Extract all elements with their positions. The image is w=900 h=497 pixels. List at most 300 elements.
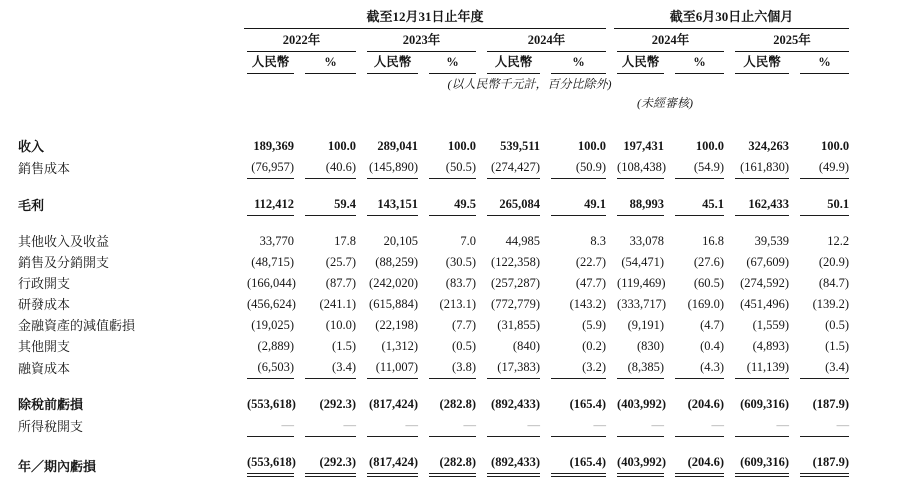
value-cell: [664, 179, 724, 216]
value-cell: [724, 273, 789, 294]
spacer-cell: [724, 93, 849, 112]
value-cell: [476, 357, 540, 379]
value-cell: [664, 294, 724, 315]
year-2024-interim-label: 2024年: [617, 33, 724, 52]
group-annual-title: 截至12月31日止年度: [244, 8, 606, 29]
value-text: (40.6): [325, 160, 356, 174]
table-row: [14, 315, 849, 336]
value-cell: [540, 157, 606, 179]
value-cell: [294, 157, 356, 179]
value-text: (22.7): [575, 255, 607, 269]
value-text: (4,893): [752, 339, 790, 353]
value-cell: [724, 415, 789, 437]
value-cell: [540, 336, 606, 357]
value-cell: [418, 252, 476, 273]
value-text: (840): [512, 339, 540, 353]
value-text: (6,503): [257, 360, 294, 374]
value-text: (165.4): [569, 455, 607, 469]
value-text: (830): [636, 339, 665, 353]
value-text: (17,383): [497, 360, 540, 374]
value-text: —: [836, 418, 850, 432]
value-text: (204.6): [687, 397, 725, 411]
value-text: (3.4): [825, 360, 850, 374]
value-text: (3.8): [452, 360, 476, 374]
value-cell: [356, 336, 418, 357]
row-label: 收入: [18, 139, 45, 154]
value-cell: [606, 179, 664, 216]
value-text: (242,020): [369, 276, 418, 290]
value-cell: [789, 294, 849, 315]
value-cell: [789, 252, 849, 273]
percent-header: [540, 52, 606, 74]
value-cell: [664, 437, 724, 477]
value-text: (47.7): [575, 276, 607, 290]
value-cell: [606, 336, 664, 357]
table-row: [14, 294, 849, 315]
value-text: (27.6): [693, 255, 725, 269]
value-text: (7.7): [452, 318, 476, 332]
value-text: 8.3: [590, 234, 607, 248]
value-cell: [356, 112, 418, 157]
value-cell: [294, 357, 356, 379]
value-cell: [789, 273, 849, 294]
value-text: (10.0): [325, 318, 356, 332]
value-cell: [724, 216, 789, 252]
value-text: (161,830): [740, 160, 790, 174]
value-text: 112,412: [254, 197, 294, 211]
value-text: (292.3): [319, 455, 356, 469]
value-cell: [476, 336, 540, 357]
value-cell: [356, 415, 418, 437]
value-cell: [789, 379, 849, 415]
currency-label: 人民幣: [367, 55, 418, 74]
value-cell: [606, 216, 664, 252]
value-text: (274,427): [491, 160, 540, 174]
row-label: 所得稅開支: [18, 419, 84, 434]
value-cell: [540, 179, 606, 216]
row-label: 銷售及分銷開支: [18, 255, 110, 270]
value-text: (0.5): [452, 339, 476, 353]
value-text: (3.4): [332, 360, 356, 374]
value-text: 100.0: [447, 139, 476, 153]
value-text: —: [776, 418, 790, 432]
value-text: (1.5): [825, 339, 850, 353]
value-text: 50.1: [827, 197, 850, 211]
value-cell: [418, 157, 476, 179]
table-row: [14, 437, 849, 477]
value-cell: [789, 357, 849, 379]
value-text: (50.5): [445, 160, 476, 174]
value-text: (0.2): [582, 339, 607, 353]
table-row: [14, 273, 849, 294]
value-cell: [606, 315, 664, 336]
row-label: 其他開支: [18, 339, 71, 354]
value-cell: [294, 252, 356, 273]
value-text: 100.0: [577, 139, 607, 153]
value-text: 33,770: [259, 234, 294, 248]
year-2024-interim-header: [606, 29, 724, 52]
table-row: [14, 216, 849, 252]
unaudited-note-row: [14, 93, 849, 112]
unaudited-note: (未經審核): [637, 96, 694, 110]
units-note: (以人民幣千元計，百分比除外): [447, 77, 612, 91]
value-cell: [236, 315, 294, 336]
value-text: (169.0): [687, 297, 725, 311]
value-text: 100.0: [695, 139, 725, 153]
value-cell: [294, 315, 356, 336]
value-text: —: [463, 418, 476, 432]
value-cell: [540, 437, 606, 477]
row-label: 行政開支: [18, 276, 71, 291]
value-text: 189,369: [253, 139, 294, 153]
row-label: 年／期內虧損: [18, 459, 97, 474]
value-cell: [236, 437, 294, 477]
value-text: 197,431: [623, 139, 665, 153]
value-cell: [540, 415, 606, 437]
value-text: (609,316): [740, 397, 790, 411]
value-text: (553,618): [247, 455, 296, 469]
percent-label: %: [675, 55, 724, 74]
value-cell: [724, 252, 789, 273]
row-label: 毛利: [18, 198, 45, 213]
value-cell: [418, 179, 476, 216]
value-text: (609,316): [740, 455, 790, 469]
value-text: —: [711, 418, 725, 432]
year-2024-header: [476, 29, 606, 52]
value-text: 59.4: [334, 197, 356, 211]
value-cell: [540, 273, 606, 294]
value-cell: [664, 357, 724, 379]
table-row: [14, 415, 849, 437]
value-cell: [418, 273, 476, 294]
value-text: 265,084: [499, 197, 540, 211]
currency-header: [476, 52, 540, 74]
value-cell: [664, 379, 724, 415]
value-text: 49.5: [454, 197, 476, 211]
value-text: (48,715): [251, 255, 294, 269]
value-cell: [664, 216, 724, 252]
value-text: (88,259): [375, 255, 418, 269]
value-cell: [724, 112, 789, 157]
spacer-cell: [236, 93, 606, 112]
value-text: (19,025): [251, 318, 294, 332]
value-text: (292.3): [319, 397, 356, 411]
value-cell: [294, 294, 356, 315]
percent-header: [664, 52, 724, 74]
value-cell: [236, 252, 294, 273]
currency-label: 人民幣: [487, 55, 540, 74]
value-cell: [476, 379, 540, 415]
value-cell: [236, 157, 294, 179]
value-cell: [418, 437, 476, 477]
value-text: (119,469): [617, 276, 666, 290]
value-text: —: [651, 418, 665, 432]
value-text: (83.7): [445, 276, 476, 290]
value-cell: [294, 273, 356, 294]
percent-label: %: [800, 55, 849, 74]
group-interim-title: 截至6月30日止六個月: [614, 8, 849, 29]
percent-header: [418, 52, 476, 74]
value-text: (403,992): [617, 455, 666, 469]
value-text: (451,496): [740, 297, 790, 311]
value-text: (1,312): [381, 339, 418, 353]
year-2025-interim-header: [724, 29, 849, 52]
value-text: 39,539: [754, 234, 790, 248]
row-label: 研發成本: [18, 297, 71, 312]
value-cell: [356, 216, 418, 252]
period-group-row: [14, 8, 849, 29]
value-text: (166,044): [247, 276, 296, 290]
value-cell: [606, 357, 664, 379]
value-cell: [540, 357, 606, 379]
value-text: (54,471): [621, 255, 665, 269]
value-text: 44,985: [505, 234, 540, 248]
value-text: (4.7): [700, 318, 725, 332]
value-text: (139.2): [812, 297, 850, 311]
value-text: (11,007): [375, 360, 418, 374]
value-text: (241.1): [319, 297, 356, 311]
value-text: (403,992): [617, 397, 666, 411]
value-text: (25.7): [325, 255, 356, 269]
value-cell: [476, 415, 540, 437]
value-text: (772,779): [491, 297, 540, 311]
value-text: (3.2): [582, 360, 607, 374]
value-text: (333,717): [617, 297, 666, 311]
currency-label: 人民幣: [247, 55, 294, 74]
currency-header: [356, 52, 418, 74]
year-2023-header: [356, 29, 476, 52]
value-cell: [236, 294, 294, 315]
currency-header: [606, 52, 664, 74]
corner-spacer: [14, 93, 236, 112]
value-cell: [789, 415, 849, 437]
value-cell: [236, 336, 294, 357]
value-text: (122,358): [491, 255, 540, 269]
value-cell: [476, 294, 540, 315]
value-cell: [418, 357, 476, 379]
value-cell: [540, 315, 606, 336]
row-label: 除稅前虧損: [18, 397, 84, 412]
value-cell: [418, 112, 476, 157]
value-text: 33,078: [629, 234, 665, 248]
table-row: [14, 336, 849, 357]
value-cell: [606, 437, 664, 477]
percent-header: [789, 52, 849, 74]
value-text: (4.3): [700, 360, 725, 374]
value-cell: [789, 216, 849, 252]
value-cell: [294, 112, 356, 157]
value-text: 45.1: [702, 197, 725, 211]
year-2025-interim-label: 2025年: [735, 33, 849, 52]
value-cell: [664, 336, 724, 357]
value-cell: [356, 357, 418, 379]
value-cell: [476, 273, 540, 294]
value-text: (187.9): [812, 455, 850, 469]
value-text: (0.5): [825, 318, 850, 332]
value-cell: [476, 179, 540, 216]
value-cell: [294, 379, 356, 415]
value-cell: [356, 252, 418, 273]
value-text: (60.5): [693, 276, 725, 290]
value-text: (615,884): [369, 297, 418, 311]
value-text: 7.0: [460, 234, 476, 248]
value-text: (1,559): [752, 318, 790, 332]
value-cell: [356, 437, 418, 477]
value-cell: [476, 112, 540, 157]
year-2022-label: 2022年: [247, 33, 356, 52]
value-cell: [418, 294, 476, 315]
value-cell: [724, 157, 789, 179]
value-cell: [476, 157, 540, 179]
value-cell: [540, 379, 606, 415]
value-text: (31,855): [497, 318, 540, 332]
value-text: (892,433): [491, 397, 540, 411]
row-label: 其他收入及收益: [18, 234, 110, 249]
value-text: 12.2: [827, 234, 850, 248]
value-text: (67,609): [746, 255, 790, 269]
value-text: (187.9): [812, 397, 850, 411]
value-cell: [789, 112, 849, 157]
income-statement-table: [14, 8, 849, 477]
value-cell: [418, 336, 476, 357]
value-text: (49.9): [818, 160, 850, 174]
value-text: (143.2): [569, 297, 607, 311]
value-text: 289,041: [377, 139, 418, 153]
table-row: [14, 179, 849, 216]
value-cell: [356, 273, 418, 294]
value-cell: [236, 179, 294, 216]
table-row: [14, 252, 849, 273]
value-text: 100.0: [820, 139, 850, 153]
value-text: (8,385): [627, 360, 665, 374]
value-text: 162,433: [748, 197, 790, 211]
value-cell: [789, 179, 849, 216]
units-note-row: [14, 74, 849, 93]
value-cell: [294, 179, 356, 216]
percent-label: %: [305, 55, 356, 74]
row-label: 金融資產的減值虧損: [18, 318, 136, 333]
table-row: [14, 357, 849, 379]
value-cell: [540, 252, 606, 273]
value-cell: [606, 252, 664, 273]
year-2024-label: 2024年: [487, 33, 606, 52]
value-cell: [236, 216, 294, 252]
value-cell: [724, 336, 789, 357]
value-text: (30.5): [445, 255, 476, 269]
table-body: [14, 112, 849, 477]
value-cell: [789, 157, 849, 179]
value-cell: [664, 273, 724, 294]
value-text: —: [343, 418, 356, 432]
value-cell: [418, 315, 476, 336]
value-cell: [606, 157, 664, 179]
value-text: (282.8): [439, 455, 476, 469]
value-cell: [664, 415, 724, 437]
value-cell: [294, 216, 356, 252]
value-text: (11,139): [746, 360, 790, 374]
year-2022-header: [236, 29, 356, 52]
value-text: (9,191): [627, 318, 665, 332]
value-text: (1.5): [332, 339, 356, 353]
value-text: —: [593, 418, 607, 432]
value-text: (54.9): [693, 160, 725, 174]
currency-header: [236, 52, 294, 74]
value-text: 17.8: [334, 234, 356, 248]
value-cell: [356, 157, 418, 179]
value-cell: [606, 294, 664, 315]
value-text: —: [281, 418, 294, 432]
value-cell: [664, 252, 724, 273]
value-text: 143,151: [377, 197, 418, 211]
value-text: (76,957): [251, 160, 294, 174]
value-cell: [418, 415, 476, 437]
value-cell: [356, 179, 418, 216]
year-row: [14, 29, 849, 52]
group-interim-header: [606, 8, 849, 29]
value-text: (817,424): [369, 397, 418, 411]
value-text: 100.0: [327, 139, 356, 153]
table-row: [14, 379, 849, 415]
value-text: (84.7): [818, 276, 850, 290]
value-cell: [418, 379, 476, 415]
row-label: 銷售成本: [18, 161, 71, 176]
value-cell: [294, 415, 356, 437]
value-cell: [294, 336, 356, 357]
value-cell: [664, 315, 724, 336]
value-text: 49.1: [584, 197, 607, 211]
value-text: (22,198): [375, 318, 418, 332]
value-cell: [724, 437, 789, 477]
value-cell: [789, 315, 849, 336]
value-cell: [724, 379, 789, 415]
value-cell: [606, 112, 664, 157]
value-text: (87.7): [325, 276, 356, 290]
value-cell: [664, 112, 724, 157]
corner-spacer: [14, 8, 236, 29]
value-cell: [356, 294, 418, 315]
value-cell: [236, 415, 294, 437]
value-cell: [418, 216, 476, 252]
value-text: 16.8: [702, 234, 725, 248]
value-text: (2,889): [257, 339, 294, 353]
value-text: (204.6): [687, 455, 725, 469]
value-cell: [724, 179, 789, 216]
value-text: (282.8): [439, 397, 476, 411]
value-text: 88,993: [629, 197, 665, 211]
value-text: —: [527, 418, 540, 432]
year-2023-label: 2023年: [367, 33, 476, 52]
value-cell: [476, 437, 540, 477]
value-text: 539,511: [500, 139, 540, 153]
value-text: (274,592): [740, 276, 790, 290]
value-cell: [724, 294, 789, 315]
percent-header: [294, 52, 356, 74]
value-cell: [356, 379, 418, 415]
corner-spacer: [14, 74, 236, 93]
value-cell: [540, 294, 606, 315]
value-text: (108,438): [617, 160, 666, 174]
value-text: 20,105: [383, 234, 418, 248]
value-cell: [789, 336, 849, 357]
value-cell: [606, 273, 664, 294]
value-cell: [724, 357, 789, 379]
value-text: 324,263: [748, 139, 790, 153]
value-cell: [294, 437, 356, 477]
value-cell: [476, 252, 540, 273]
table-row: [14, 112, 849, 157]
value-cell: [540, 112, 606, 157]
value-text: (553,618): [247, 397, 296, 411]
